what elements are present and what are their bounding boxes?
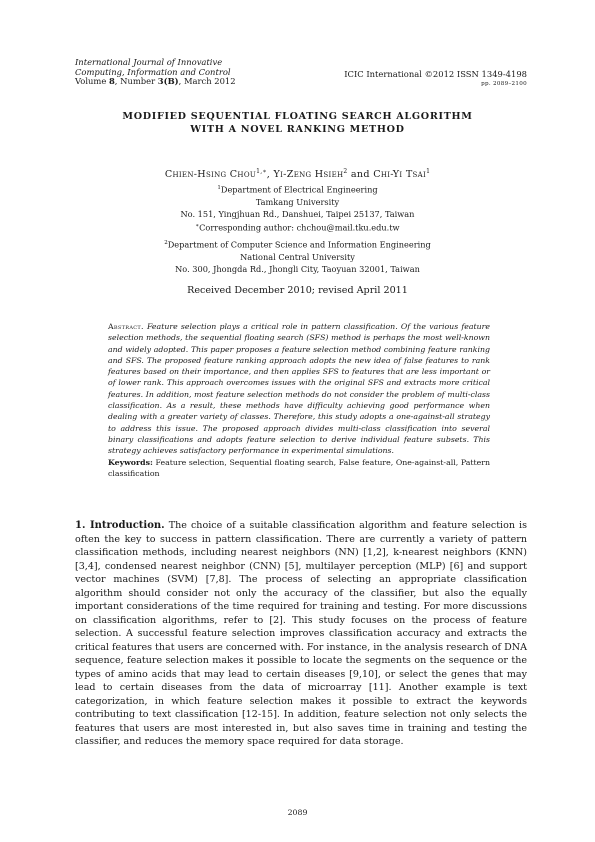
title-line1: MODIFIED SEQUENTIAL FLOATING SEARCH ALGORITHM: [122, 111, 473, 122]
author-1: Chien-Hsing Chou: [164, 169, 257, 181]
section-heading: 1. Introduction.: [75, 520, 165, 531]
abstract-text: Feature selection plays a critical role in pattern classification. Of the various feature selection methods, the sequential floating search (SFS) method is perhaps the most well-known and widely adopted. This paper proposes a feature selection method combining feature ranking and SFS. The proposed feature ranking approach adopts the new idea of false features to rank features based on their importance, and then applies SFS to features that are less important or of lower rank. This approach overcomes issues with the original SFS and extracts more critical features. In addition, most feature selection methods do not consider the problem of multi-class classification. As a result, these methods have difficulty achieving good performance when dealing with a greater variety of classes. Therefore, this study adopts a one-against-all strategy to address this issue. The proposed approach divides multi-class classification into several binary classifications and adopts feature selection to derive individual feature subsets. This strategy achieves satisfactory performance in experimental simulations.: [108, 322, 490, 456]
issn-info: [344, 69, 527, 89]
affiliation-2: $^2$Department of Computer Science and Information Engineering National Central University No. 300, Jhongda Rd., Jhongli City, Taoyuan 32001, Taiwan: [164, 239, 431, 274]
affiliation-1: $^1$Department of Electrical Engineering Tamkang University No. 151, Yingjhuan Rd., Danshuei, Taipei 25137, Taiwan ∗Corresponding author: chchou@mail.tku.edu.tw: [0, 182, 595, 233]
keywords: Keywords: Feature selection, Sequential floating search, False feature, One-against-all, Pattern classification: [108, 457, 490, 478]
page-number: 2089: [287, 808, 308, 817]
author-2: Yi-Zeng Hsieh: [273, 169, 344, 181]
abstract: [108, 321, 490, 479]
received-date: Received December 2010; revised April 2011: [187, 285, 408, 296]
page-range: pp. 2089–2100: [481, 81, 527, 87]
author-3: Chi-Yi Tsai: [373, 169, 427, 181]
author-list: Chien-Hsing Chou$^{1,∗}$, Yi-Zeng Hsieh$^2$ and Chi-Yi Tsai$^1$: [164, 168, 431, 181]
issn-line: ICIC International ©2012 ISSN 1349-4198: [344, 69, 527, 79]
journal-volume: Volume 8, Number 3(B), March 2012: [75, 76, 236, 87]
introduction-text: The choice of a suitable classification algorithm and feature selection is often the key to success in pattern classification. There are currently a variety of pattern classification methods, including nearest neighbors (NN) [1,2], k-nearest neighbors (KNN) [3,4], condensed nearest neighbor (CNN) [5], multilayer perception (MLP) [6] and support vector machines (SVM) [7,8]. The process of selecting an appropriate classification algorithm should consider not only the accuracy of the classifier, but also the equally important considerations of the time required for training and testing. For more discussions on classification algorithms, refer to [2]. This study focuses on the process of feature selection. A successful feature selection improves classification accuracy and extracts the critical features that users are concerned with. For instance, in the analysis research of DNA sequence, feature selection makes it possible to locate the segments on the sequence or the types of amino acids that may lead to certain diseases [9,10], or select the genes that may lead to certain diseases from the data of microarray [11]. Another example is text categorization, in which feature selection makes it possible to extract the keywords contributing to text classification [12-15]. In addition, feature selection not only selects the features that users are most interested in, but also saves time in training and testing the classifier, and reduces the memory space required for data storage.: [75, 520, 528, 747]
journal-name-line1: International Journal of Innovative: [75, 57, 223, 67]
corresponding-author: ∗Corresponding author: chchou@mail.tku.edu.tw: [195, 222, 400, 233]
paper-title: [0, 110, 595, 136]
abstract-label: Abstract.: [108, 322, 144, 331]
introduction-section: [75, 519, 527, 749]
journal-name-line2: Computing, Information and Control: [75, 66, 231, 77]
title-line2: WITH A NOVEL RANKING METHOD: [190, 124, 405, 135]
journal-info: [75, 58, 236, 87]
